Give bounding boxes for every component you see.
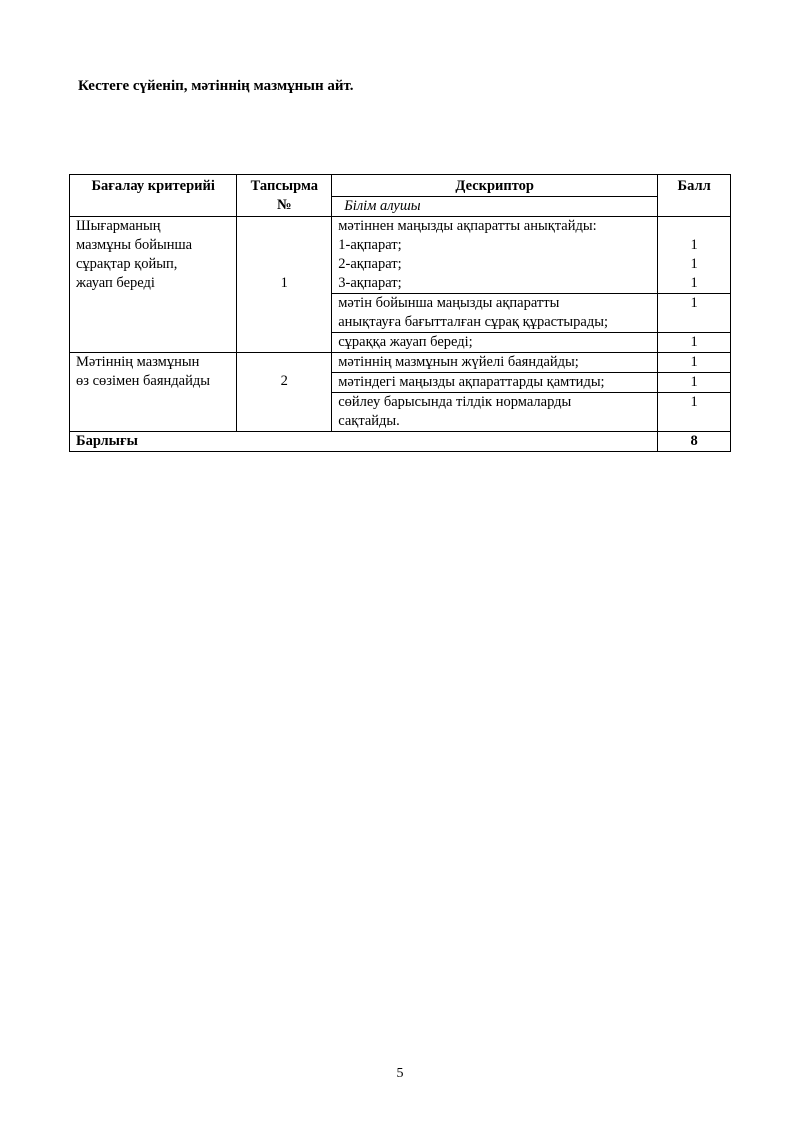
descriptor-line: сөйлеу барысында тілдік нормаларды xyxy=(338,394,572,410)
descriptor-line: мәтіннен маңызды ақпаратты анықтайды: xyxy=(338,218,597,234)
table-row xyxy=(70,353,731,373)
criteria-line: сұрақтар қойып, xyxy=(76,256,178,272)
criteria-line: өз сөзімен баяндайды xyxy=(76,373,210,389)
page-number: 5 xyxy=(396,1066,404,1081)
table-total-row xyxy=(70,432,731,452)
header-descriptor: Дескриптор xyxy=(332,175,658,197)
criteria-cell xyxy=(70,353,237,432)
descriptor-cell: мәтіндегі маңызды ақпараттарды қамтиды; xyxy=(332,373,658,393)
descriptor-line: 1-ақпарат; xyxy=(338,237,402,253)
criteria-line: мазмұны бойынша xyxy=(76,237,193,253)
criteria-cell xyxy=(70,217,237,353)
header-criteria: Бағалау критерийі xyxy=(70,175,237,217)
descriptor-cell: мәтіннің мазмұнын жүйелі баяндайды; xyxy=(332,353,658,373)
score-cell: 1 xyxy=(658,294,731,333)
score-line: 1 xyxy=(690,275,698,291)
criteria-line: жауап береді xyxy=(76,275,155,291)
task-number-cell: 2 xyxy=(237,353,332,432)
total-value: 8 xyxy=(658,432,731,452)
descriptor-line: 2-ақпарат; xyxy=(338,256,402,272)
table-row xyxy=(70,217,731,294)
task-number-cell: 1 xyxy=(237,217,332,353)
descriptor-line: 3-ақпарат; xyxy=(338,275,402,291)
header-score: Балл xyxy=(658,175,731,217)
score-line: 1 xyxy=(690,256,698,272)
criteria-line: Мәтіннің мазмұнын xyxy=(76,354,200,370)
descriptor-line: анықтауға бағытталған сұрақ құрастырады; xyxy=(338,314,608,330)
descriptor-cell: сұраққа жауап береді; xyxy=(332,333,658,353)
score-cell xyxy=(658,217,731,294)
descriptor-line: мәтін бойынша маңызды ақпаратты xyxy=(338,295,560,311)
page-heading: Кестеге сүйеніп, мәтіннің мазмұнын айт. xyxy=(78,78,354,94)
descriptor-cell xyxy=(332,294,658,333)
score-cell: 1 xyxy=(658,393,731,432)
descriptor-cell xyxy=(332,393,658,432)
header-task: Тапсырма № xyxy=(237,175,332,217)
table-header-row xyxy=(70,175,731,197)
header-descriptor-sub: Білім алушы xyxy=(332,197,658,217)
rubric-table xyxy=(69,174,731,452)
descriptor-cell xyxy=(332,217,658,294)
score-cell: 1 xyxy=(658,353,731,373)
descriptor-line: сақтайды. xyxy=(338,413,400,429)
score-line xyxy=(664,217,724,236)
score-line: 1 xyxy=(690,237,698,253)
total-label: Барлығы xyxy=(70,432,658,452)
score-cell: 1 xyxy=(658,333,731,353)
score-cell: 1 xyxy=(658,373,731,393)
criteria-line: Шығарманың xyxy=(76,218,161,234)
